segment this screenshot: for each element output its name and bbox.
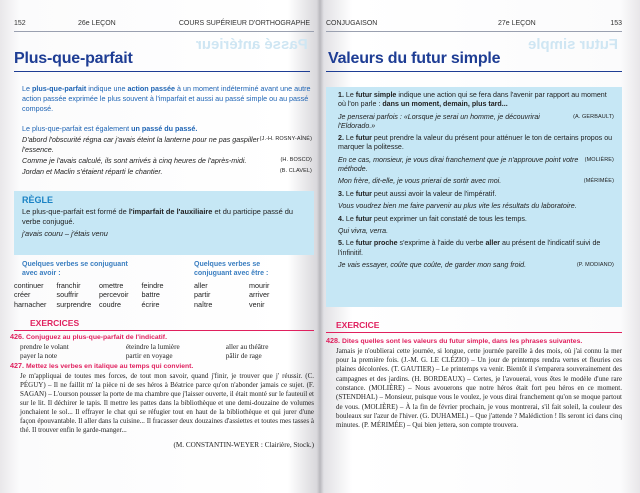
value-example [338,177,614,186]
value-text: Le [343,189,356,198]
exercise-rule [326,332,622,333]
rule-text-post: et du participe passé du verbe conjugué. [22,207,293,226]
intro-fragment: Le [22,84,32,93]
exercise-title: EXERCICE [336,320,380,330]
value-text: Le [343,214,356,223]
value-bold: dans un moment, demain, plus tard... [382,100,508,109]
avoir-verb: harnacher [14,299,47,309]
example-line [22,135,312,155]
intro-fragment: indique une [86,84,128,93]
exercise-426-item: prendre le volant [20,342,69,351]
value-example-source: (P. MODIANO) [576,261,614,268]
exercise-427-citation: (M. CONSTANTIN-WEYER : Clairière, Stock.) [173,441,314,450]
exercise-426 [10,332,314,361]
exercise-426-item: éteindre la lumière [125,342,180,351]
value-number: 2. [338,134,344,143]
value-text: Le [343,134,356,143]
value-example-text: Je penserai parfois : «Lorsque je serai un homme, je découvrirai l'Eldorado.» [338,112,540,130]
value-number: 5. [338,239,344,248]
intro2-bold: un passé du passé. [131,124,198,133]
right-page-title: Valeurs du futur simple [328,50,501,67]
value-bold: futur simple [355,91,397,99]
example-line [22,156,312,166]
intro-second-line [22,124,312,134]
rule-text-pre: Le plus-que-parfait est formé de [22,207,129,216]
left-page-number: 152 [14,20,26,27]
value-item [338,91,614,109]
rule-text [22,207,306,227]
value-bold: futur [355,214,372,223]
value-example-source: (MÉRIMÉE) [583,178,614,185]
etre-verb: arriver [249,290,270,300]
rule-title: RÈGLE [22,195,54,205]
example-text: Comme je l'avais calculé, ils sont arrivés à cinq heures de l'après-midi. [22,156,247,166]
exercise-428-number: 428. [326,336,340,345]
exercise-427 [10,361,314,451]
value-example-text: Mon frère, dit-elle, je vous prierai de sortir avec moi. [338,177,502,186]
avoir-verb: continuer [14,281,44,290]
etre-verbs-list [194,281,304,309]
value-example-text: Qui vivra, verra. [338,226,389,235]
value-text: peut prendre la valeur du présent pour atténuer le ton de certains propos ou marquer la politesse. [338,134,613,152]
value-example [338,113,614,131]
example-text: Jordan et Maclin s'étaient réparti le chantier. [22,167,163,177]
left-header-rule [14,31,314,32]
left-page [0,0,318,493]
etre-verbs-title: Quelques verbes se conjuguant avec être : [194,261,269,277]
value-example [338,202,614,211]
value-example [338,261,614,270]
value-example-source: (A. GERBAULT) [573,113,614,120]
exercise-426-item: pâlir de rage [225,351,262,360]
value-text: Le [343,239,356,248]
rule-box [14,191,314,255]
intro-fragment: action passée [127,84,176,93]
left-examples [22,135,312,179]
exercises-title: EXERCICES [30,318,80,328]
avoir-verb: créer [14,290,31,300]
value-example-text: En ce cas, monsieur, je vous dirai franchement que je n'approuve point votre méthode. [338,155,579,173]
avoir-verbs-list [12,281,182,309]
avoir-verb: omettre [99,281,124,290]
exercise-427-text: Je m'appliquai de toutes mes forces, de tout mon savoir, quand j'finir, je trouver que j' réussir. (C. PÉGUY) – Il ne faillit m' la pièce ni de ses héros à Béatrice parce qu'on n'abonder jamais ce sujet. (F. SAGAN) – L'ourson pousser la porte de ma chambre que j'laisser ouverte, il était monté sur le fauteuil et sur le lit. Il déchirer le tapis. Il mettre les pattes dans la bibliothèque et une demi-douzaine de volumes jonchaient le sol... Il effrayer le chat qui se réfugier tout en haut de la bibliothèque et qui jurer d'une façon épouvantable. Il aller dans la cuisine... Il fracasser deux douzaines d'assiettes et toutes mes tasses à thé. Il trouver enfin le garde-manger... [20,371,314,435]
exercise-427-question: Mettez les verbes en italique au temps qui convient. [26,363,194,370]
intro-fragment: à un moment indéterminé avant une autre action passée exprimée le plus souvent à l'imparfait et aussi au passé simple ou au passé composé. [22,84,311,113]
value-text: indique une action qui se fera dans l'avenir par rapport au moment où l'on parle : [338,91,607,109]
exercise-426-item: payer la note [20,351,58,360]
example-line [22,167,312,177]
value-bold: aller [485,239,501,248]
exercise-426-number: 426. [10,332,24,341]
exercise-426-item: aller au théâtre [225,342,269,351]
value-example [338,227,614,236]
value-example-text: Je vais essayer, coûte que coûte, de garder mon sang froid. [338,260,527,269]
etre-verb: aller [194,281,208,290]
exercise-428-question: Dites quelles sont les valeurs du futur simple, dans les phrases suivantes. [342,338,583,345]
exercises-rule [14,330,314,331]
avoir-verb: écrire [141,299,160,309]
value-text: peut aussi avoir la valeur de l'impératif. [371,189,497,198]
values-list [338,91,614,270]
example-text: D'abord l'obscurité régna car j'avais éteint la lanterne pour ne pas gaspiller l'essence. [22,135,260,154]
right-title-rule [326,71,622,72]
right-section-label: CONJUGAISON [326,20,378,27]
value-bold: futur [355,134,372,143]
avoir-verb: percevoir [99,290,129,300]
right-lesson-label: 27e LEÇON [498,20,536,27]
value-item [338,239,614,257]
avoir-verb: souffrir [56,290,79,300]
left-header [14,20,314,31]
value-number: 1. [338,91,344,99]
value-example [338,156,614,174]
value-text: au présent de l'indicatif suivi de l'infinitif. [338,239,601,257]
right-header-rule [326,31,622,32]
example-source: (J.-H. ROSNY-AÎNÉ) [259,136,312,142]
left-course-label: COURS SUPÉRIEUR D'ORTHOGRAPHE [178,20,310,27]
etre-verb: venir [249,299,265,309]
left-page-title: Plus-que-parfait [14,50,133,67]
value-bold: futur proche [355,239,398,248]
value-number: 3. [338,189,344,198]
value-example-source: (MOLIÈRE) [584,156,614,163]
intro-fragment: plus-que-parfait [32,84,87,93]
value-text: Le [343,91,356,99]
example-source: (H. BOSCO) [280,157,312,164]
etre-verb: naître [194,299,213,309]
value-item [338,215,614,224]
exercise-426-items [10,343,314,361]
exercise-428 [326,336,622,430]
example-source: (B. CLAVEL) [279,168,312,175]
exercise-427-number: 427. [10,361,24,370]
value-item [338,190,614,199]
values-box [326,87,622,307]
left-title-rule [14,71,310,72]
value-item [338,134,614,152]
value-text: peut exprimer un fait constaté de tous les temps. [371,214,527,223]
avoir-verbs-title: Quelques verbes se conjuguant avec avoir : [22,261,128,277]
avoir-verb: battre [141,290,160,300]
exercise-428-text: Jamais je n'oublierai cette journée, si longue, cette journée pareille à des mois, où j'ai connu la mer pour la première fois. (J.-M. G. LE CLÉZIO) – Un jour de printemps rendra vertes et fleuries ces plaines décolorées. (T. GAUTIER) – Le printemps va venir. Bientôt il s'emparera souverainement des campagnes et des jardins. (H. BORDEAUX) – Certes, je l'avouerai, vous êtes le modèle d'une rare constance. (MOLIÈRE) – Nous avouerons que notre héros était fort peu héros en ce moment. (STENDHAL) – Monsieur, puisque vous le voulez, je vous dirai franchement qu'on se moque partout de vous. (MOLIÈRE) – À la fin de février prochain, je vous montrerai, s'il fait soleil, la couleur des bouleaux sur l'azur de l'hiver. (G. DUHAMEL) – Que j'attende ? Malédiction ! Ils seront ici dans cinq minutes. (P. MÉRIMÉE) – Qui bien jettera, son compte trouvera. [336,346,622,430]
value-number: 4. [338,214,344,223]
avoir-verb: surprendre [56,299,92,309]
value-text: s'exprime à l'aide du verbe [397,239,486,248]
value-bold: futur [355,189,372,198]
avoir-verb: feindre [141,281,164,290]
right-page-number: 153 [610,20,622,27]
right-page [322,0,640,493]
right-showthrough-title: Futur simple [528,36,619,53]
left-lesson-label: 26e LEÇON [78,20,116,27]
intro2-text: Le plus-que-parfait est également [22,124,132,133]
rule-example: j'avais couru – j'étais venu [22,229,108,238]
etre-verb: mourir [249,281,270,290]
exercise-426-question: Conjuguez au plus-que-parfait de l'indicatif. [26,334,167,341]
value-example-text: Vous voudrez bien me faire parvenir au plus vite les résultats du laboratoire. [338,202,577,211]
avoir-verb: franchir [56,281,81,290]
etre-verb: partir [194,290,211,300]
right-header [326,20,622,31]
rule-text-bold: l'imparfait de l'auxiliaire [128,207,213,216]
avoir-verb: coudre [99,299,121,309]
exercise-426-item: partir en voyage [125,351,173,360]
intro-paragraph [22,84,312,113]
left-showthrough-title: Passé antérieur [196,36,308,53]
